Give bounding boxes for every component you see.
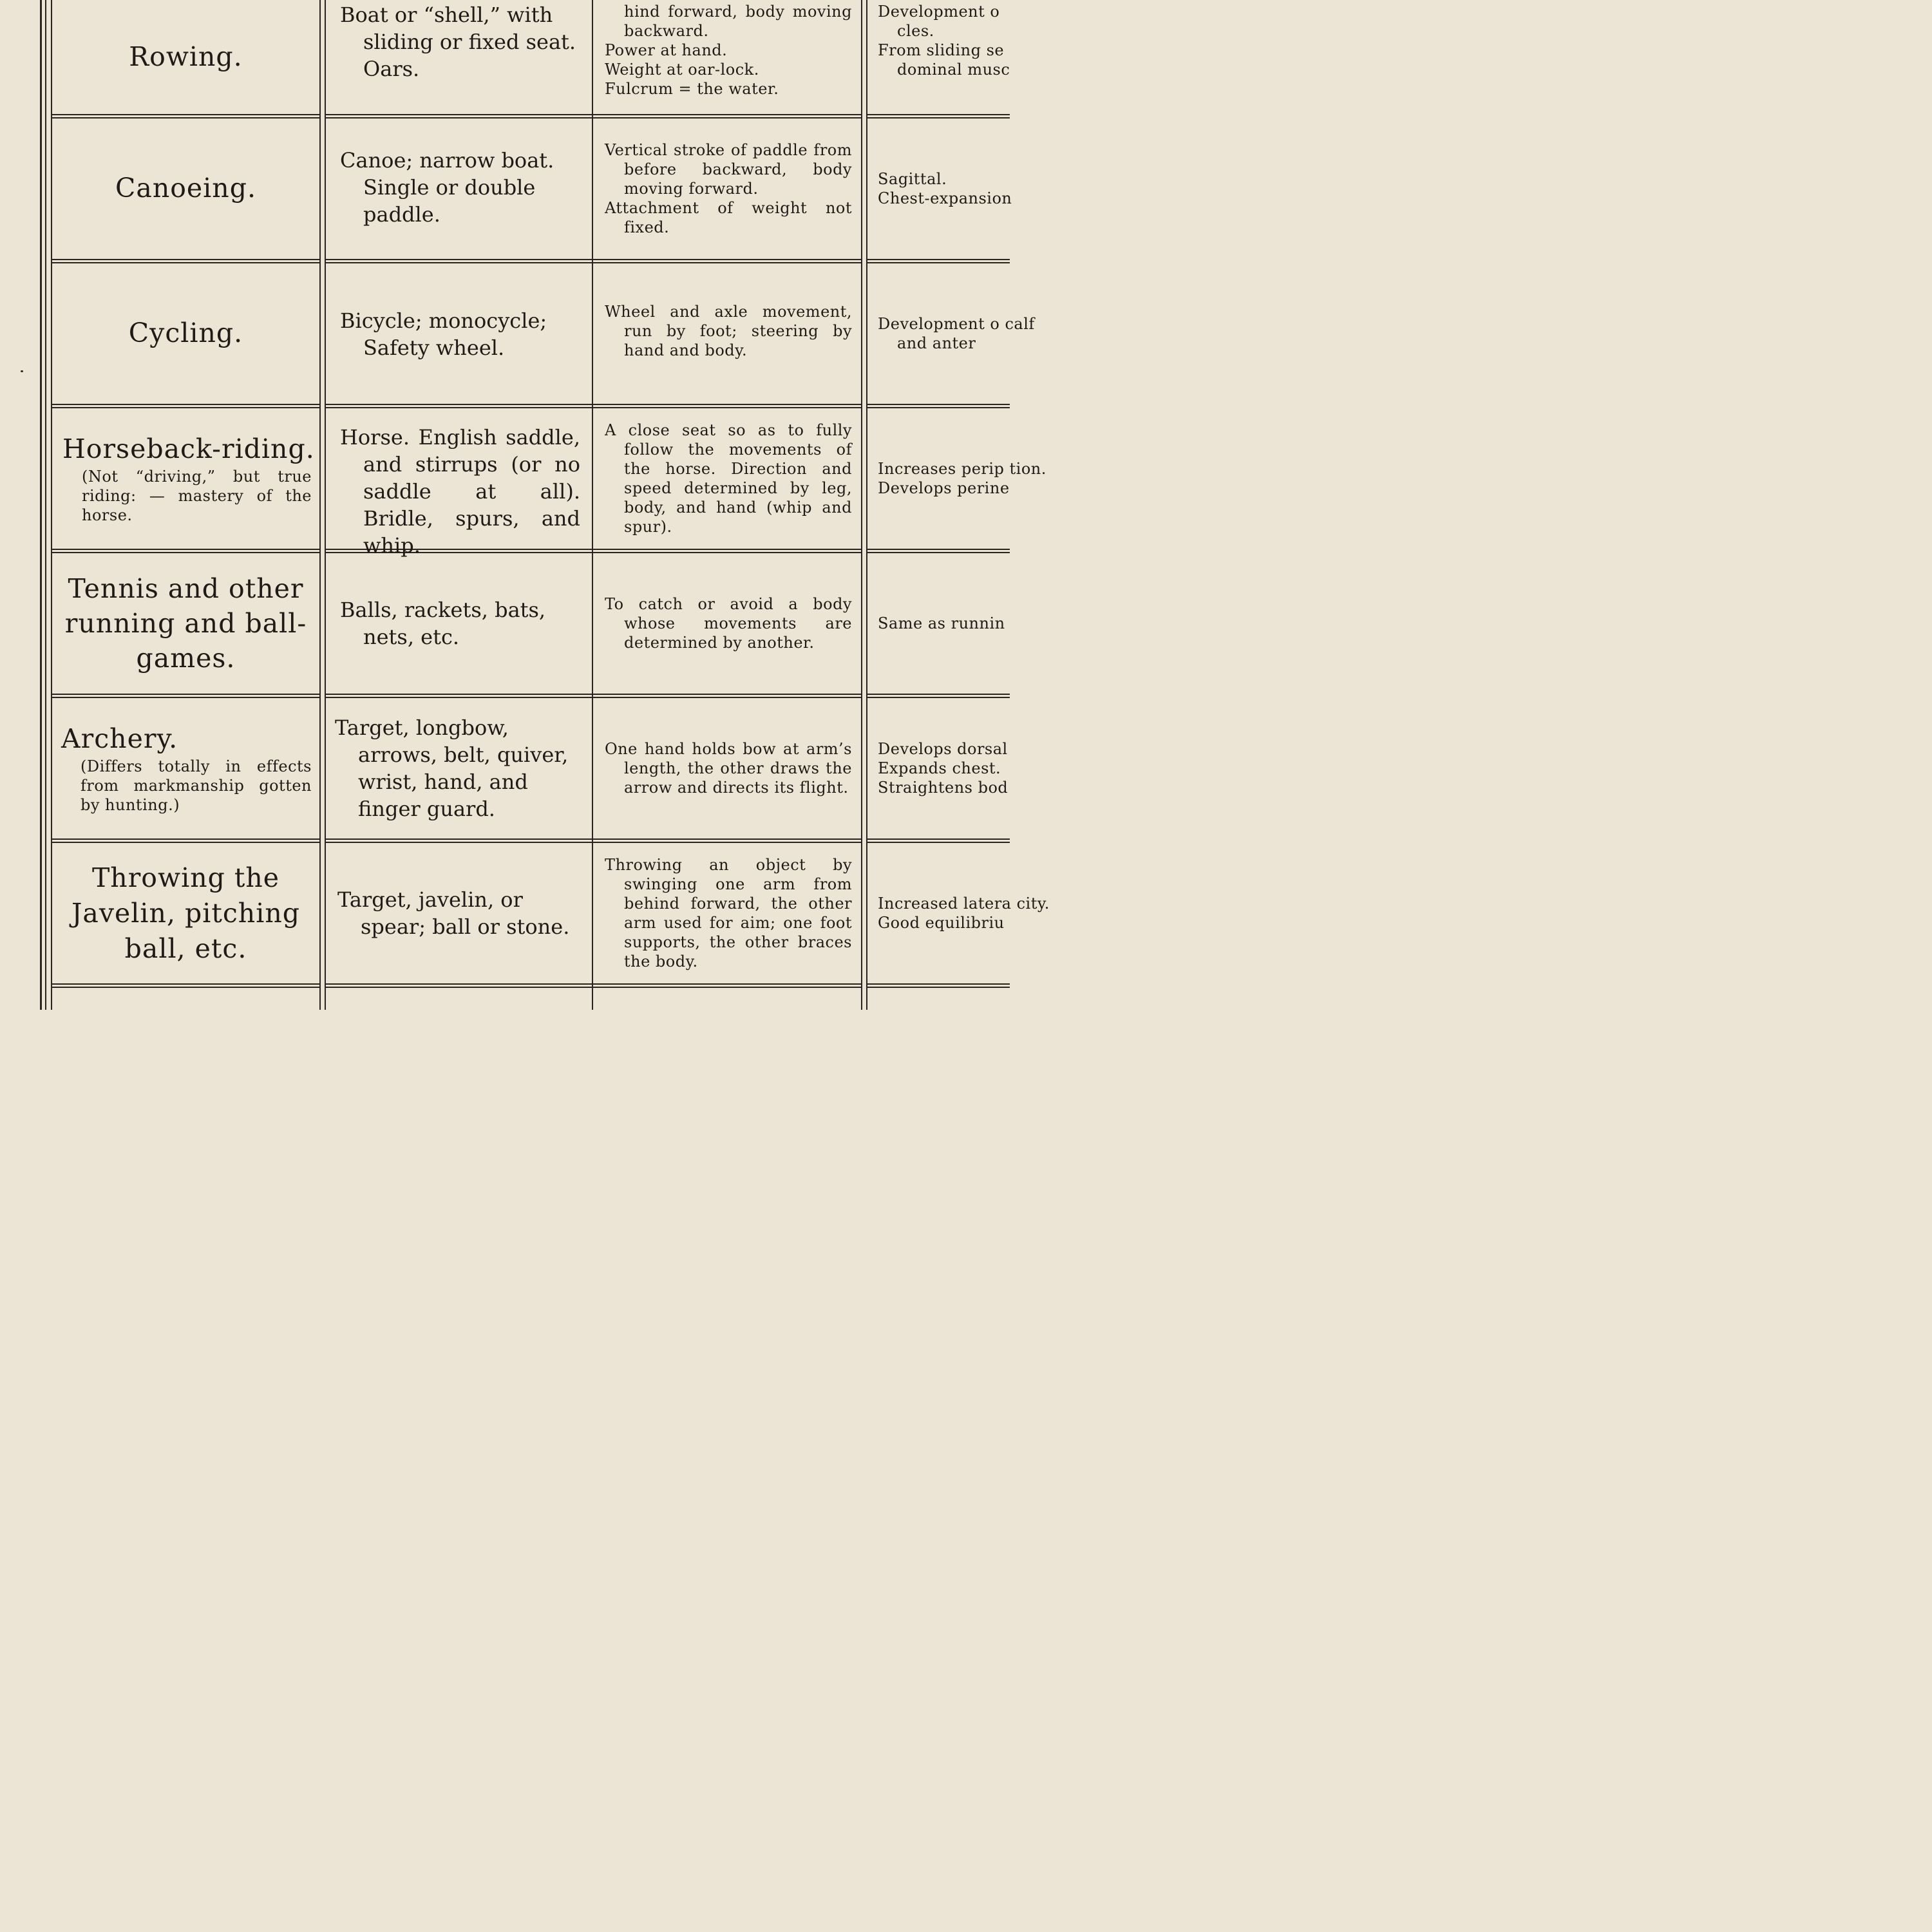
effects-line: Chest-expansion — [878, 189, 1012, 207]
movement-cell — [593, 408, 861, 549]
equipment-text: Target, longbow, arrows, belt, quiver, wrist, hand, and finger guard. — [335, 715, 569, 821]
equipment-cell — [326, 698, 592, 838]
equipment-text: Target, javelin, or spear; ball or stone. — [337, 887, 570, 939]
movement-line: Weight at oar-lock. — [605, 61, 759, 79]
row-divider — [325, 694, 593, 695]
row-divider — [866, 987, 1010, 988]
outer-rule-left — [40, 0, 42, 1010]
sport-name: Archery. — [61, 723, 178, 755]
sport-name: Cycling. — [128, 317, 243, 349]
column-rule-3a — [861, 0, 862, 1010]
sport-name: Canoeing. — [115, 173, 256, 204]
equipment-text: Horse. English saddle, and stirrups (or no saddle at all). Bridle, spurs, and whip. — [340, 425, 580, 558]
row-divider — [325, 259, 593, 260]
movement-cell — [593, 263, 861, 404]
equipment-cell — [326, 843, 592, 983]
effects-line: Increased latera city. — [878, 895, 1050, 913]
row-divider — [592, 259, 862, 260]
effects-line: Develops perine — [878, 479, 1010, 497]
movement-line: Attachment of weight not fixed. — [605, 199, 852, 236]
outer-rule-inner — [45, 0, 46, 1010]
sport-name: Tennis and other running and ball-games. — [64, 573, 307, 674]
effects-line: Expands chest. — [878, 759, 1001, 777]
row-divider — [592, 987, 862, 988]
movement-line: To catch or avoid a body whose movements are determined by another. — [605, 595, 852, 652]
table-row — [52, 263, 319, 404]
row-divider — [325, 983, 593, 985]
equipment-cell — [326, 553, 592, 694]
row-divider — [51, 549, 321, 550]
effects-line: Development o cles. — [878, 3, 1000, 40]
movement-cell — [593, 843, 861, 983]
effects-line: Same as runnin — [878, 614, 1005, 632]
table-row — [52, 0, 319, 114]
row-divider — [51, 987, 321, 988]
row-divider — [325, 838, 593, 840]
row-divider — [866, 549, 1010, 550]
effects-line: Increases perip tion. — [878, 460, 1046, 478]
ink-speck — [21, 370, 23, 372]
equipment-text: Boat or “shell,” with sliding or fixed seat. Oars. — [340, 3, 576, 81]
movement-cell — [593, 553, 861, 694]
row-divider — [866, 404, 1010, 405]
equipment-text: Canoe; narrow boat. Single or double paddle. — [340, 148, 554, 227]
row-divider — [592, 983, 862, 985]
table-row — [52, 698, 319, 838]
effects-cell — [867, 408, 1046, 549]
equipment-text: Balls, rackets, bats, nets, etc. — [340, 598, 546, 649]
row-divider — [866, 694, 1010, 695]
effects-cell — [867, 0, 1022, 84]
row-divider — [325, 987, 593, 988]
movement-line: Throwing an object by swinging one arm from behind forward, the other arm used for aim; one foot supports, the other braces the body. — [605, 856, 852, 971]
movement-line: A close seat so as to fully follow the movements of the horse. Direction and speed determined by leg, body, and hand (whip and spur). — [605, 421, 852, 536]
movement-cell — [593, 0, 861, 103]
sport-name: Horseback-riding. — [62, 433, 315, 465]
row-divider — [592, 838, 862, 840]
row-divider — [51, 404, 321, 405]
movement-line: Wheel and axle movement, run by foot; steering by hand and body. — [605, 303, 852, 359]
row-divider — [51, 114, 321, 115]
effects-line: Straightens bod — [878, 779, 1009, 797]
effects-line: From sliding se dominal musc — [878, 41, 1010, 79]
movement-cell — [593, 118, 861, 259]
row-divider — [592, 404, 862, 405]
row-divider — [51, 694, 321, 695]
movement-line: Vertical stroke of paddle from before backward, body moving forward. — [605, 141, 852, 198]
movement-line: One hand holds bow at arm’s length, the other draws the arrow and directs its flight. — [605, 740, 852, 797]
row-divider — [51, 838, 321, 840]
effects-line: Good equilibriu — [878, 914, 1005, 932]
row-divider — [592, 549, 862, 550]
movement-line: Power at hand. — [605, 41, 728, 59]
row-divider — [866, 838, 1010, 840]
row-divider — [866, 114, 1010, 115]
row-divider — [325, 114, 593, 115]
effects-cell — [867, 263, 1035, 404]
movement-line: Fulcrum = the water. — [605, 80, 779, 98]
sport-note: (Differs totally in effects from markmanship gotten by hunting.) — [80, 757, 312, 814]
effects-line: Develops dorsal — [878, 740, 1008, 758]
equipment-cell — [326, 118, 592, 259]
movement-cell — [593, 698, 861, 838]
row-divider — [51, 983, 321, 985]
effects-cell — [867, 698, 1022, 838]
table-page — [0, 0, 1050, 1010]
sport-name: Rowing. — [129, 41, 243, 72]
movement-line: hind forward, body moving backward. — [624, 3, 852, 40]
row-divider — [592, 694, 862, 695]
row-divider — [866, 983, 1010, 985]
equipment-cell — [326, 263, 592, 404]
effects-cell — [867, 843, 1050, 983]
table-row — [52, 843, 319, 983]
sport-note: (Not “driving,” but true riding: — mastery of the horse. — [82, 467, 312, 524]
effects-cell — [867, 118, 1022, 259]
equipment-cell — [326, 408, 592, 558]
row-divider — [325, 404, 593, 405]
row-divider — [51, 259, 321, 260]
effects-line: Development o calf and anter — [878, 315, 1035, 352]
equipment-cell — [326, 0, 592, 84]
row-divider — [592, 114, 862, 115]
sport-name: Throwing the Javelin, pitching ball, etc. — [71, 862, 300, 964]
equipment-text: Bicycle; monocycle; Safety wheel. — [340, 308, 547, 360]
table-row — [52, 118, 319, 259]
column-rule-1a — [319, 0, 321, 1010]
table-row — [52, 408, 319, 549]
row-divider — [866, 259, 1010, 260]
effects-cell — [867, 553, 1022, 694]
table-row — [52, 553, 319, 694]
effects-line: Sagittal. — [878, 170, 947, 188]
